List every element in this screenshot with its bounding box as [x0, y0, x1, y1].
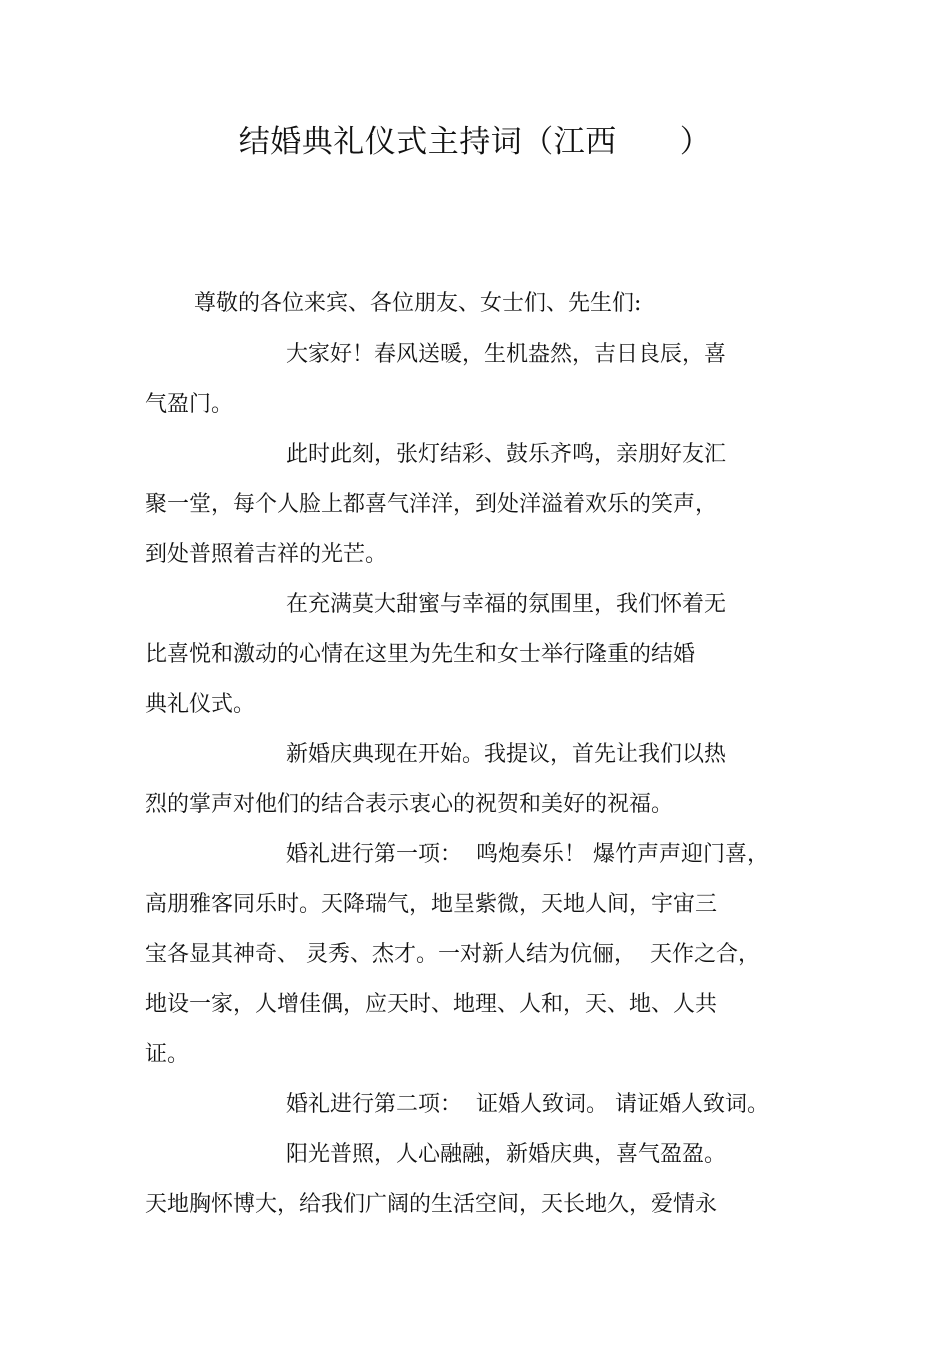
paragraph-line: 聚一堂，每个人脸上都喜气洋洋，到处洋溢着欢乐的笑声，: [145, 492, 718, 517]
paragraph-line: 典礼仪式。: [145, 692, 256, 717]
document-title: 结婚典礼仪式主持词（江西 ）: [238, 124, 712, 160]
paragraph-line: 烈的掌声对他们的结合表示衷心的祝贺和美好的祝福。: [145, 792, 674, 817]
paragraph-line: 此时此刻，张灯结彩、鼓乐齐鸣，亲朋好友汇: [286, 442, 727, 467]
paragraph-line: 宝各显其神奇、 灵秀、杰才。一对新人结为伉俪， 天作之合，: [145, 942, 760, 967]
paragraph-line: 婚礼进行第一项： 鸣炮奏乐！ 爆竹声声迎门喜，: [286, 842, 769, 867]
paragraph-line: 证。: [145, 1042, 190, 1067]
paragraph-line: 地设一家，人增佳偶，应天时、地理、人和，天、地、人共: [145, 992, 718, 1017]
paragraph-line: 大家好！春风送暖，生机盎然，吉日良辰，喜: [286, 342, 727, 367]
paragraph-line: 天地胸怀博大，给我们广阔的生活空间，天长地久，爱情永: [145, 1192, 718, 1217]
paragraph-line: 到处普照着吉祥的光芒。: [145, 542, 388, 567]
paragraph-line: 气盈门。: [145, 392, 234, 417]
paragraph-line: 婚礼进行第二项： 证婚人致词。 请证婚人致词。: [286, 1092, 769, 1117]
paragraph-line: 新婚庆典现在开始。我提议，首先让我们以热: [286, 742, 727, 767]
paragraph-line: 高朋雅客同乐时。天降瑞气，地呈紫微，天地人间，宇宙三: [145, 892, 718, 917]
paragraph-line: 比喜悦和激动的心情在这里为先生和女士举行隆重的结婚: [145, 642, 696, 667]
greeting-line: 尊敬的各位来宾、各位朋友、女士们、先生们:: [194, 291, 642, 316]
paragraph-line: 阳光普照，人心融融，新婚庆典，喜气盈盈。: [286, 1142, 727, 1167]
paragraph-line: 在充满莫大甜蜜与幸福的氛围里，我们怀着无: [286, 592, 727, 617]
